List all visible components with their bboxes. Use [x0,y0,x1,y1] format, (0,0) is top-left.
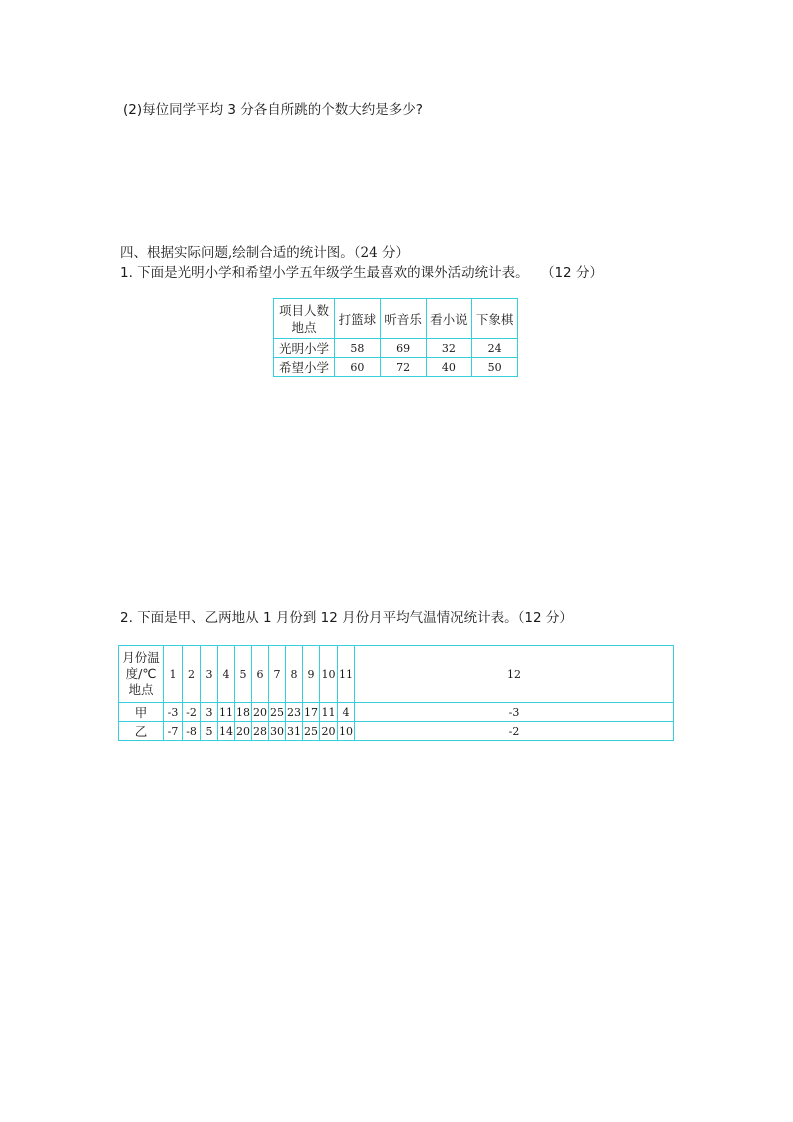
corner-line-1: 月份温 [122,650,160,665]
corner-line-3: 地点 [128,682,154,697]
table-cell: 25 [269,703,286,722]
section-title: 四、根据实际问题,绘制合适的统计图。（24 分） [120,245,410,261]
problem-1-statement: 1. 下面是光明小学和希望小学五年级学生最喜欢的课外活动统计表。 [120,265,529,281]
column-header: 打篮球 [335,299,381,339]
month-header: 9 [303,646,320,703]
month-header: 6 [252,646,269,703]
table-cell: -7 [164,722,183,741]
month-header: 7 [269,646,286,703]
table-row [119,703,674,722]
column-header: 看小说 [426,299,472,339]
table-cell: 28 [252,722,269,741]
month-header: 5 [235,646,252,703]
table-cell: 72 [380,358,426,377]
table-cell: 11 [218,703,235,722]
table-cell: 24 [472,339,518,358]
row-label: 光明小学 [274,339,335,358]
table-cell: 23 [286,703,303,722]
table-cell: 31 [286,722,303,741]
table-row [119,722,674,741]
month-header: 1 [164,646,183,703]
problem-1-text [120,264,603,282]
problem-2-text: 2. 下面是甲、乙两地从 1 月份到 12 月份月平均气温情况统计表。（12 分） [120,610,573,626]
corner-line-1: 项目人数 [278,302,329,318]
table-cell: 50 [472,358,518,377]
corner-line-2: 度/℃ [125,666,157,681]
table-row [274,358,518,377]
row-label: 甲 [119,703,164,722]
month-header: 10 [320,646,338,703]
table-cell: 32 [426,339,472,358]
table-cell: 20 [252,703,269,722]
month-header: 8 [286,646,303,703]
month-header: 2 [183,646,201,703]
table-cell: 69 [380,339,426,358]
month-header: 12 [355,646,674,703]
question-2-text: (2)每位同学平均 3 分各自所跳的个数大约是多少? [123,102,423,118]
table-cell: 18 [235,703,252,722]
table-cell: -2 [355,722,674,741]
table-cell: 3 [201,703,218,722]
table-cell: 17 [303,703,320,722]
month-header: 4 [218,646,235,703]
table-cell: -8 [183,722,201,741]
table-cell: 30 [269,722,286,741]
table-cell: 40 [426,358,472,377]
row-label: 乙 [119,722,164,741]
table-cell: 10 [338,722,355,741]
table-cell: -2 [183,703,201,722]
temperature-table [118,645,674,741]
table-cell: 11 [320,703,338,722]
column-header: 下象棋 [472,299,518,339]
table-cell: -3 [355,703,674,722]
problem-1-points: （12 分） [540,265,603,281]
month-header: 3 [201,646,218,703]
table-cell: 5 [201,722,218,741]
table-cell: 25 [303,722,320,741]
table-cell: 14 [218,722,235,741]
corner-line-2: 地点 [291,319,317,335]
table-cell: 4 [338,703,355,722]
table-cell: 20 [235,722,252,741]
table-corner-header [274,299,335,339]
month-header: 11 [338,646,355,703]
activity-table [273,298,518,377]
table-cell: 20 [320,722,338,741]
table-corner-header [119,646,164,703]
row-label: 希望小学 [274,358,335,377]
table-cell: 58 [335,339,381,358]
column-header: 听音乐 [380,299,426,339]
table-row [274,339,518,358]
table-cell: -3 [164,703,183,722]
table-cell: 60 [335,358,381,377]
